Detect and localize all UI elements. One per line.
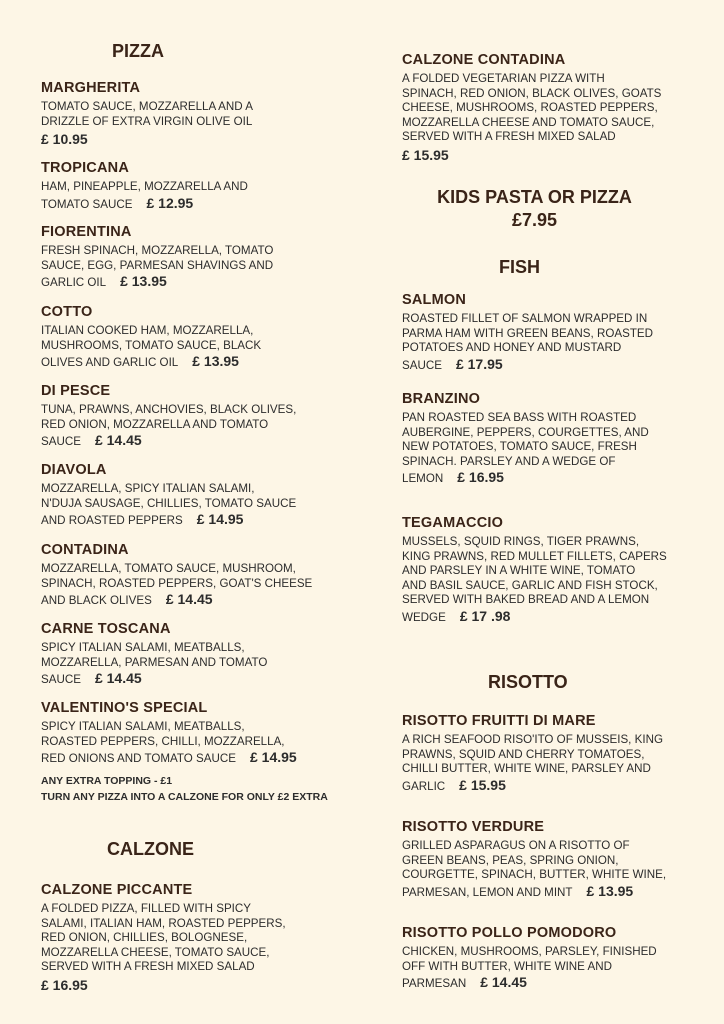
fish-section-title: FISH: [499, 257, 541, 277]
menu-item-risotto-verdure: [402, 819, 702, 901]
item-description: MUSSELS, SQUID RINGS, TIGER PRAWNS, KING PRAWNS, RED MULLET FILLETS, CAPERS AND PARSLEY IN A WHITE WINE, TOMATO AND BASIL SAUCE, GARLIC AND FISH STOCK, SERVED WITH BAKED BREAD AND A LEMON: [402, 535, 667, 607]
item-name: CARNE TOSCANA: [41, 621, 171, 637]
item-description: SPICY ITALIAN SALAMI, MEATBALLS, MOZZARELLA, PARMESAN AND TOMATO: [41, 641, 268, 669]
item-description-end: RED ONIONS AND TOMATO SAUCE: [41, 752, 236, 766]
item-price: £ 16.95: [457, 469, 504, 486]
risotto-section-title: RISOTTO: [488, 672, 568, 692]
item-description-end: SAUCE: [41, 435, 81, 449]
item-price: £ 17 .98: [459, 607, 511, 624]
pizza-section-title: PIZZA: [112, 41, 164, 61]
item-name: VALENTINO'S SPECIAL: [41, 700, 208, 716]
calzone-upgrade-note: TURN ANY PIZZA INTO A CALZONE FOR ONLY £2 EXTRA: [41, 791, 328, 803]
item-description: MOZZARELLA, TOMATO SAUCE, MUSHROOM, SPINACH, ROASTED PEPPERS, GOAT'S CHEESE: [41, 562, 313, 590]
item-last-line: [41, 511, 351, 529]
item-price: £ 15.95: [459, 776, 506, 793]
item-price: £ 17.95: [455, 355, 503, 372]
item-description: SPICY ITALIAN SALAMI, MEATBALLS, ROASTED PEPPERS, CHILLI, MOZZARELLA,: [41, 720, 285, 748]
item-description: PAN ROASTED SEA BASS WITH ROASTED AUBERGINE, PEPPERS, COURGETTES, AND NEW POTATOES, TOMATO SAUCE, FRESH SPINACH. PARSLEY AND A WEDGE OF: [402, 411, 649, 468]
kids-price: £7.95: [511, 210, 558, 230]
item-last-line: [41, 273, 351, 291]
menu-item-fiorentina: [41, 224, 351, 291]
menu-item-diavola: [41, 462, 351, 529]
item-name: COTTO: [41, 304, 93, 320]
item-price: £ 16.95: [41, 976, 88, 993]
item-description: GRILLED ASPARAGUS ON A RISOTTO OF GREEN BEANS, PEAS, SPRING ONION, COURGETTE, SPINACH, BUTTER, WHITE WINE,: [402, 839, 667, 882]
item-description-end: GARLIC: [402, 779, 446, 793]
item-description-end: PARMESAN: [402, 977, 467, 991]
item-price: £ 10.95: [41, 131, 88, 148]
menu-item-calzone-contadina: [402, 52, 702, 164]
item-last-line: [41, 195, 351, 213]
item-description: A FOLDED PIZZA, FILLED WITH SPICY SALAMI, ITALIAN HAM, ROASTED PEPPERS, RED ONION, CHILLIES, BOLOGNESE, MOZZARELLA CHEESE, TOMATO SAUCE, SERVED WITH A FRESH MIXED SALAD: [41, 902, 286, 974]
menu-item-di-pesce: [41, 383, 351, 450]
item-price: £ 14.45: [165, 591, 213, 608]
item-description: MOZZARELLA, SPICY ITALIAN SALAMI, N'DUJA SAUSAGE, CHILLIES, TOMATO SAUCE: [41, 482, 297, 510]
item-last-line: [41, 591, 351, 609]
extra-topping-note: ANY EXTRA TOPPING - £1: [41, 775, 173, 787]
item-description: FRESH SPINACH, MOZZARELLA, TOMATO SAUCE, EGG, PARMESAN SHAVINGS AND: [41, 244, 274, 272]
item-description: A RICH SEAFOOD RISO'ITO OF MUSSEIS, KING PRAWNS, SQUID AND CHERRY TOMATOES, CHILLI BUTTER, WHITE WINE, PARSLEY AND: [402, 733, 663, 776]
item-description: TUNA, PRAWNS, ANCHOVIES, BLACK OLIVES, RED ONION, MOZZARELLA AND TOMATO: [41, 403, 297, 431]
menu-item-branzino: [402, 391, 702, 487]
item-last-line: [402, 356, 702, 374]
item-name: DIAVOLA: [41, 462, 107, 478]
item-name: RISOTTO FRUITTI DI MARE: [402, 713, 596, 729]
item-description-end: SAUCE: [402, 358, 442, 372]
menu-item-tegamaccio: [402, 515, 702, 626]
item-last-line: [41, 670, 351, 688]
item-last-line: [402, 883, 702, 901]
item-last-line: [402, 608, 702, 626]
item-last-line: [402, 469, 702, 487]
item-price: £ 15.95: [402, 146, 449, 163]
menu-item-salmon: [402, 292, 702, 374]
item-description-end: GARLIC OIL: [41, 276, 107, 290]
menu-item-calzone-piccante: [41, 882, 351, 994]
menu-item-contadina: [41, 542, 351, 609]
kids-title: KIDS PASTA OR PIZZA: [437, 187, 632, 207]
left-column: [41, 0, 351, 1024]
item-name: CALZONE PICCANTE: [41, 882, 193, 898]
item-description: A FOLDED VEGETARIAN PIZZA WITH SPINACH, RED ONION, BLACK OLIVES, GOATS CHEESE, MUSHROOMS, ROASTED PEPPERS, MOZZARELLA CHEESE AND TOMATO SAUCE, SERVED WITH A FRESH MIXED SALAD: [402, 72, 662, 144]
item-price: £ 14.45: [480, 974, 527, 991]
item-name: BRANZINO: [402, 391, 481, 407]
calzone-section-title: CALZONE: [107, 839, 194, 859]
item-name: TEGAMACCIO: [402, 515, 504, 531]
item-price: £ 14.45: [94, 670, 142, 687]
item-last-line: [41, 353, 351, 371]
item-description-end: AND ROASTED PEPPERS: [41, 514, 183, 528]
item-description-end: PARMESAN, LEMON AND MINT: [402, 885, 573, 899]
item-description-end: AND BLACK OLIVES: [41, 594, 152, 608]
menu-item-valentinos-special: [41, 700, 351, 767]
item-price: £ 13.95: [586, 882, 634, 899]
item-description-end: WEDGE: [402, 610, 446, 624]
menu-item-risotto-pollo-pomodoro: [402, 925, 702, 992]
item-name: CALZONE CONTADINA: [402, 52, 566, 68]
menu-item-risotto-fruitti-di-mare: [402, 713, 702, 795]
item-description: HAM, PINEAPPLE, MOZZARELLA AND: [41, 180, 248, 193]
item-name: CONTADINA: [41, 542, 129, 558]
item-price: £ 13.95: [192, 353, 239, 370]
item-description-end: LEMON: [402, 472, 444, 486]
item-description-end: TOMATO SAUCE: [41, 197, 133, 211]
item-name: DI PESCE: [41, 383, 111, 399]
right-column: [402, 0, 702, 1024]
item-last-line: [41, 749, 351, 767]
item-description: ROASTED FILLET OF SALMON WRAPPED IN PARMA HAM WITH GREEN BEANS, ROASTED POTATOES AND HONEY AND MUSTARD: [402, 312, 654, 355]
item-name: FIORENTINA: [41, 224, 132, 240]
item-last-line: [402, 777, 702, 795]
menu-item-cotto: [41, 304, 351, 371]
item-name: SALMON: [402, 292, 467, 308]
item-price: £ 13.95: [120, 273, 167, 290]
item-name: TROPICANA: [41, 160, 129, 176]
item-description-end: OLIVES AND GARLIC OIL: [41, 356, 179, 370]
item-last-line: [41, 432, 351, 450]
item-description: CHICKEN, MUSHROOMS, PARSLEY, FINISHED OFF WITH BUTTER, WHITE WINE AND: [402, 945, 657, 973]
item-description: ITALIAN COOKED HAM, MOZZARELLA, MUSHROOMS, TOMATO SAUCE, BLACK: [41, 324, 262, 352]
menu-item-tropicana: [41, 160, 351, 213]
item-name: RISOTTO POLLO POMODORO: [402, 925, 617, 941]
item-name: MARGHERITA: [41, 80, 141, 96]
item-description-end: SAUCE: [41, 673, 81, 687]
item-price: £ 12.95: [146, 194, 194, 211]
item-last-line: [402, 974, 702, 992]
item-description: TOMATO SAUCE, MOZZARELLA AND A DRIZZLE OF EXTRA VIRGIN OLIVE OIL: [41, 100, 253, 128]
item-name: RISOTTO VERDURE: [402, 819, 545, 835]
item-price: £ 14.45: [94, 432, 142, 449]
item-price: £ 14.95: [196, 511, 244, 528]
item-price: £ 14.95: [249, 749, 297, 766]
menu-item-carne-toscana: [41, 621, 351, 688]
menu-item-margherita: [41, 80, 351, 148]
